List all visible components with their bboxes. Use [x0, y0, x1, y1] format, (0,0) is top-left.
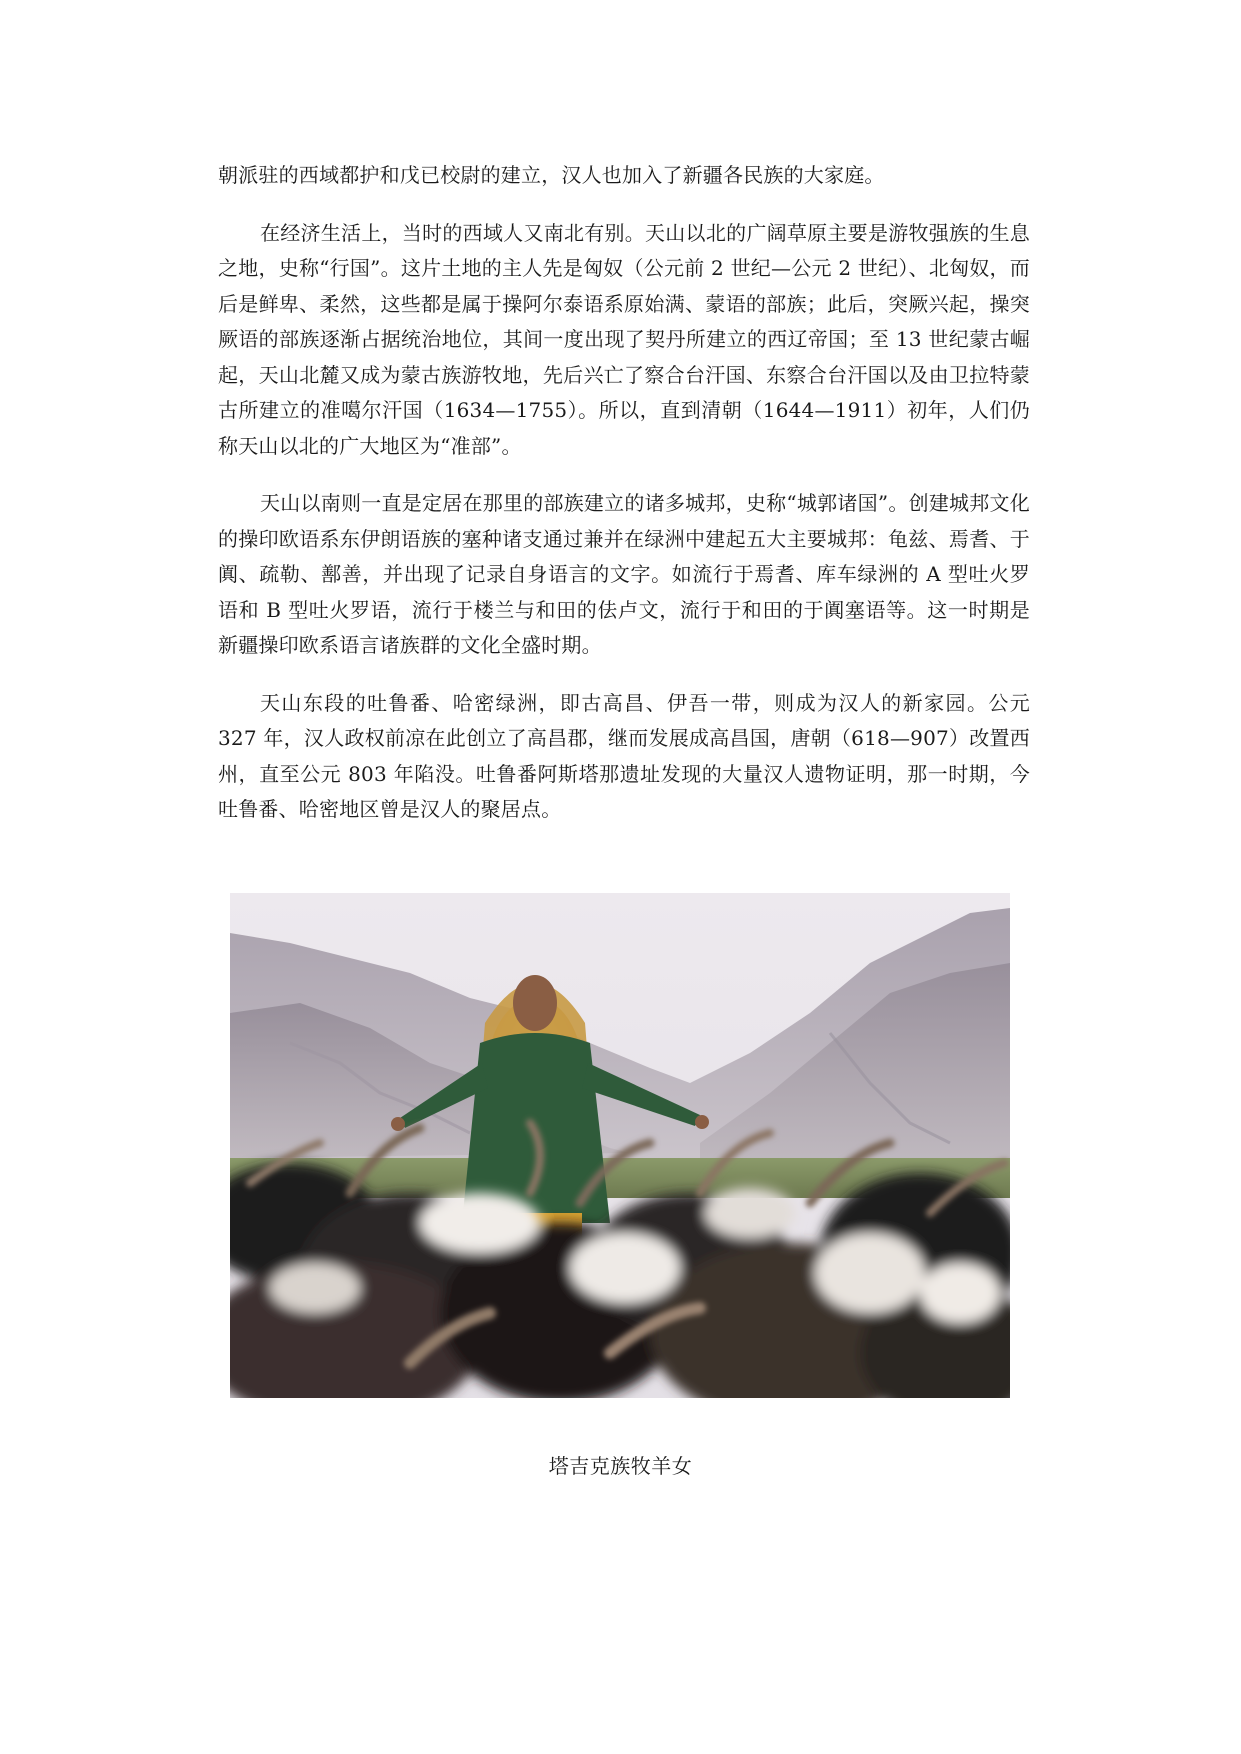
- paragraph-south-tianshan: 天山以南则一直是定居在那里的部族建立的诸多城邦，史称“城郭诸国”。创建城邦文化的操印欧语系东伊朗语族的塞种诸支通过兼并在绿洲中建起五大主要城邦：龟兹、焉耆、于阗、疏勒、鄯善，并出现了记录自身语言的文字。如流行于焉耆、库车绿洲的 A 型吐火罗语和 B 型吐火罗语，流行于楼兰与和田的佉卢文，流行于和田的于阗塞语等。这一时期是新疆操印欧系语言诸族群的文化全盛时期。: [218, 491, 1030, 657]
- photo-caption: 塔吉克族牧羊女: [548, 1454, 693, 1478]
- shepherd-photo: [230, 893, 1010, 1398]
- paragraph-east-tianshan: 天山东段的吐鲁番、哈密绿洲，即古高昌、伊吾一带，则成为汉人的新家园。公元 327 年，汉人政权前凉在此创立了高昌郡，继而发展成高昌国，唐朝（618—907）改置西州，直至公元 803 年陷没。吐鲁番阿斯塔那遗址发现的大量汉人遗物证明，那一时期，今吐鲁番、哈密地区曾是汉人的聚居点。: [218, 690, 1030, 821]
- body-text: [218, 158, 1030, 850]
- paragraph-continuation: 朝派驻的西域都护和戊已校尉的建立，汉人也加入了新疆各民族的大家庭。: [218, 163, 885, 187]
- paragraph-north-tianshan: 在经济生活上，当时的西域人又南北有别。天山以北的广阔草原主要是游牧强族的生息之地，史称“行国”。这片土地的主人先是匈奴（公元前 2 世纪—公元 2 世纪）、北匈奴，而后是鲜卑、柔然，这些都是属于操阿尔泰语系原始满、蒙语的部族；此后，突厥兴起，操突厥语的部族逐渐占据统治地位，其间一度出现了契丹所建立的西辽帝国；至 13 世纪蒙古崛起，天山北麓又成为蒙古族游牧地，先后兴亡了察合台汗国、东察合台汗国以及由卫拉特蒙古所建立的准噶尔汗国（1634—1755）。所以，直到清朝（1644—1911）初年，人们仍称天山以北的广大地区为“准部”。: [218, 220, 1030, 458]
